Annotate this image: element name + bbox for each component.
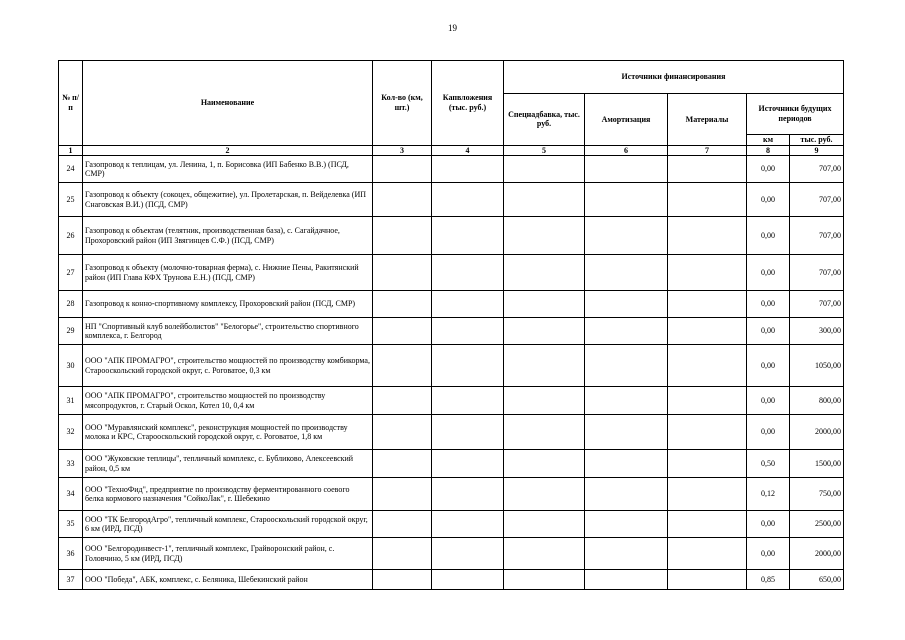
table-row xyxy=(59,478,844,511)
cell-amortization xyxy=(585,570,668,590)
table-row xyxy=(59,291,844,318)
cell-qty xyxy=(373,570,432,590)
cell-km: 0,00 xyxy=(747,183,790,217)
row-number: 30 xyxy=(59,345,83,387)
cell-materials xyxy=(668,450,747,478)
cell-amortization xyxy=(585,450,668,478)
header-unit-rub: тыс. руб. xyxy=(790,135,844,146)
cell-capex xyxy=(432,570,504,590)
cell-surcharge xyxy=(504,538,585,570)
cell-rub: 2000,00 xyxy=(790,415,844,450)
cell-km: 0,00 xyxy=(747,415,790,450)
cell-rub: 2000,00 xyxy=(790,538,844,570)
cell-qty xyxy=(373,217,432,255)
cell-km: 0,00 xyxy=(747,538,790,570)
row-number: 25 xyxy=(59,183,83,217)
cell-capex xyxy=(432,217,504,255)
row-number: 34 xyxy=(59,478,83,511)
financing-table xyxy=(58,60,844,590)
cell-rub: 1050,00 xyxy=(790,345,844,387)
row-name: ООО "АПК ПРОМАГРО", строительство мощностей по производству мясопродуктов, г. Старый Оскол, Котел 10, 0,4 км xyxy=(83,387,373,415)
cell-materials xyxy=(668,478,747,511)
header-unit-km: км xyxy=(747,135,790,146)
table-row xyxy=(59,345,844,387)
header-future-sources: Источники будущих периодов xyxy=(747,94,844,135)
row-name: ООО "ТК БелгородАгро", тепличный комплекс, Старооскольский городской округ, 6 км (ИРД, ПСД) xyxy=(83,511,373,538)
cell-rub: 750,00 xyxy=(790,478,844,511)
cell-rub: 650,00 xyxy=(790,570,844,590)
row-number: 35 xyxy=(59,511,83,538)
cell-amortization xyxy=(585,217,668,255)
cell-km: 0,00 xyxy=(747,156,790,183)
cell-capex xyxy=(432,450,504,478)
row-name: Газопровод к объекту (молочно-товарная ферма), с. Нижние Пены, Ракитянский район (ИП Глава КФХ Трунова Е.Н.) (ПСД, СМР) xyxy=(83,255,373,291)
cell-km: 0,00 xyxy=(747,217,790,255)
cell-capex xyxy=(432,291,504,318)
cell-km: 0,00 xyxy=(747,291,790,318)
header-sources: Источники финансирования xyxy=(504,61,844,94)
column-index-row xyxy=(59,145,844,156)
cell-qty xyxy=(373,387,432,415)
cell-amortization xyxy=(585,478,668,511)
table-row xyxy=(59,570,844,590)
header-qty: Кол-во (км, шт.) xyxy=(373,61,432,146)
row-number: 33 xyxy=(59,450,83,478)
cell-rub: 2500,00 xyxy=(790,511,844,538)
cell-km: 0,85 xyxy=(747,570,790,590)
table-row xyxy=(59,415,844,450)
cell-amortization xyxy=(585,291,668,318)
cell-surcharge xyxy=(504,415,585,450)
table-row xyxy=(59,318,844,345)
table-row xyxy=(59,183,844,217)
column-index: 7 xyxy=(668,145,747,156)
cell-qty xyxy=(373,291,432,318)
row-number: 36 xyxy=(59,538,83,570)
cell-materials xyxy=(668,318,747,345)
header-capex: Капвложения (тыс. руб.) xyxy=(432,61,504,146)
cell-amortization xyxy=(585,511,668,538)
cell-km: 0,50 xyxy=(747,450,790,478)
cell-amortization xyxy=(585,345,668,387)
cell-capex xyxy=(432,255,504,291)
cell-materials xyxy=(668,415,747,450)
cell-surcharge xyxy=(504,478,585,511)
cell-amortization xyxy=(585,156,668,183)
cell-qty xyxy=(373,511,432,538)
row-name: ООО "ТехноФид", предприятие по производству ферментированного соевого белка кормового назначения "СойкоЛак", г. Шебекино xyxy=(83,478,373,511)
cell-amortization xyxy=(585,415,668,450)
column-index: 6 xyxy=(585,145,668,156)
cell-rub: 707,00 xyxy=(790,183,844,217)
cell-materials xyxy=(668,511,747,538)
cell-capex xyxy=(432,415,504,450)
cell-amortization xyxy=(585,255,668,291)
cell-rub: 300,00 xyxy=(790,318,844,345)
table-row xyxy=(59,511,844,538)
table-row xyxy=(59,217,844,255)
header-amortization: Амортизация xyxy=(585,94,668,146)
cell-materials xyxy=(668,345,747,387)
row-name: Газопровод к объекту (сокоцех, общежитие), ул. Пролетарская, п. Вейделевка (ИП Снаговская В.И.) (ПСД, СМР) xyxy=(83,183,373,217)
column-index: 2 xyxy=(83,145,373,156)
row-name: ООО "Муравлянский комплекс", реконструкция мощностей по производству молока и КРС, Старооскольский городской округ, с. Роговатое, 1,8 км xyxy=(83,415,373,450)
header-name: Наименование xyxy=(83,61,373,146)
cell-capex xyxy=(432,511,504,538)
row-name: ООО "Победа", АБК, комплекс, с. Беляника, Шебекинский район xyxy=(83,570,373,590)
table-row xyxy=(59,450,844,478)
header-surcharge: Спецнадбавка, тыс. руб. xyxy=(504,94,585,146)
cell-qty xyxy=(373,183,432,217)
cell-surcharge xyxy=(504,255,585,291)
cell-rub: 707,00 xyxy=(790,217,844,255)
cell-surcharge xyxy=(504,318,585,345)
column-index: 5 xyxy=(504,145,585,156)
row-number: 29 xyxy=(59,318,83,345)
header-materials: Материалы xyxy=(668,94,747,146)
column-index: 1 xyxy=(59,145,83,156)
row-name: Газопровод к конно-спортивному комплексу, Прохоровский район (ПСД, СМР) xyxy=(83,291,373,318)
cell-qty xyxy=(373,415,432,450)
cell-rub: 1500,00 xyxy=(790,450,844,478)
cell-qty xyxy=(373,538,432,570)
cell-materials xyxy=(668,570,747,590)
row-name: Газопровод к теплицам, ул. Ленина, 1, п. Борисовка (ИП Бабенко В.В.) (ПСД, СМР) xyxy=(83,156,373,183)
row-name: НП "Спортивный клуб волейболистов" "Белогорье", строительство спортивного комплекса, г. Белгород xyxy=(83,318,373,345)
cell-rub: 707,00 xyxy=(790,291,844,318)
cell-materials xyxy=(668,217,747,255)
row-number: 37 xyxy=(59,570,83,590)
cell-capex xyxy=(432,387,504,415)
table-row xyxy=(59,387,844,415)
header-no: № п/п xyxy=(59,61,83,146)
row-name: ООО "Жуковские теплицы", тепличный комплекс, с. Бубликово, Алексеевский район, 0,5 км xyxy=(83,450,373,478)
cell-materials xyxy=(668,156,747,183)
cell-qty xyxy=(373,156,432,183)
cell-capex xyxy=(432,345,504,387)
cell-rub: 707,00 xyxy=(790,156,844,183)
column-index: 8 xyxy=(747,145,790,156)
row-name: ООО "Белгородинвест-1", тепличный комплекс, Грайворонский район, с. Головчино, 5 км (ИРД, ПСД) xyxy=(83,538,373,570)
cell-materials xyxy=(668,291,747,318)
table-row xyxy=(59,255,844,291)
cell-capex xyxy=(432,156,504,183)
cell-capex xyxy=(432,183,504,217)
cell-materials xyxy=(668,183,747,217)
cell-qty xyxy=(373,450,432,478)
cell-surcharge xyxy=(504,156,585,183)
cell-surcharge xyxy=(504,345,585,387)
cell-km: 0,00 xyxy=(747,387,790,415)
row-name: Газопровод к объектам (телятник, производственная база), с. Сагайдачное, Прохоровский район (ИП Звягинцев С.Ф.) (ПСД, СМР) xyxy=(83,217,373,255)
cell-qty xyxy=(373,478,432,511)
cell-surcharge xyxy=(504,570,585,590)
column-index: 3 xyxy=(373,145,432,156)
cell-qty xyxy=(373,345,432,387)
cell-surcharge xyxy=(504,183,585,217)
table-row xyxy=(59,538,844,570)
column-index: 4 xyxy=(432,145,504,156)
column-index: 9 xyxy=(790,145,844,156)
cell-amortization xyxy=(585,387,668,415)
cell-surcharge xyxy=(504,291,585,318)
table-row xyxy=(59,156,844,183)
row-number: 31 xyxy=(59,387,83,415)
row-number: 27 xyxy=(59,255,83,291)
cell-capex xyxy=(432,318,504,345)
row-number: 28 xyxy=(59,291,83,318)
row-number: 24 xyxy=(59,156,83,183)
cell-rub: 707,00 xyxy=(790,255,844,291)
cell-surcharge xyxy=(504,387,585,415)
cell-capex xyxy=(432,538,504,570)
cell-km: 0,00 xyxy=(747,511,790,538)
cell-materials xyxy=(668,538,747,570)
cell-km: 0,00 xyxy=(747,255,790,291)
page-number: 19 xyxy=(448,23,457,33)
cell-km: 0,00 xyxy=(747,345,790,387)
cell-amortization xyxy=(585,183,668,217)
cell-rub: 800,00 xyxy=(790,387,844,415)
cell-km: 0,00 xyxy=(747,318,790,345)
cell-capex xyxy=(432,478,504,511)
row-name: ООО "АПК ПРОМАГРО", строительство мощностей по производству комбикорма, Старооскольский городской округ, с. Роговатое, 0,3 км xyxy=(83,345,373,387)
cell-amortization xyxy=(585,538,668,570)
cell-surcharge xyxy=(504,450,585,478)
row-number: 26 xyxy=(59,217,83,255)
cell-materials xyxy=(668,387,747,415)
cell-surcharge xyxy=(504,511,585,538)
cell-qty xyxy=(373,318,432,345)
cell-materials xyxy=(668,255,747,291)
cell-km: 0,12 xyxy=(747,478,790,511)
row-number: 32 xyxy=(59,415,83,450)
cell-qty xyxy=(373,255,432,291)
cell-amortization xyxy=(585,318,668,345)
cell-surcharge xyxy=(504,217,585,255)
